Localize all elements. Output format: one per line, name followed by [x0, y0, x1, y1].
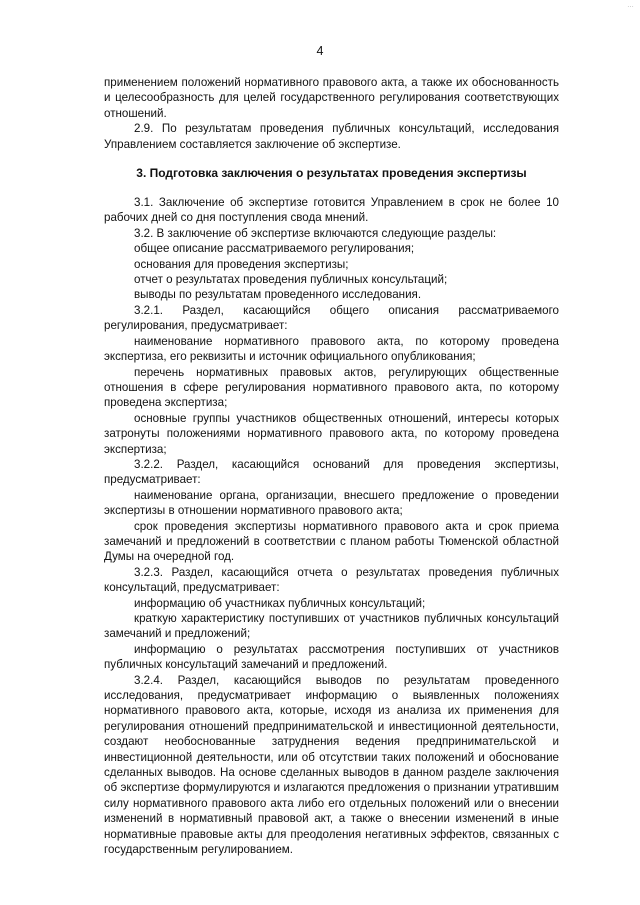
list-item-consultation-report: отчет о результатах проведения публичных консультаций; [134, 273, 448, 287]
list-item-act-name: наименование нормативного правового акта, по которому проведена экспертиза, его реквизиты и источник официального опубликования; [104, 334, 559, 364]
list-item-participant-groups: основные группы участников общественных отношений, интересы которых затронуты положениями нормативного правового акта, по которому проведена экспертиза; [104, 411, 559, 456]
list-item-remarks-results: информацию о результатах рассмотрения поступивших от участников публичных консультаций замечаний и предложений. [104, 642, 559, 672]
list-item-participants: информацию об участниках публичных консультаций; [134, 596, 426, 610]
paragraph-3-2-2: 3.2.2. Раздел, касающийся оснований для проведения экспертизы, предусматривает: [104, 457, 559, 487]
paragraph-continuation: применением положений нормативного правового акта, а также их обоснованность и целесообразность для целей государственного регулирования соответствующих отношений. [104, 76, 559, 120]
document-body [104, 75, 559, 858]
paragraph-3-2-1: 3.2.1. Раздел, касающийся общего описания рассматриваемого регулирования, предусматривает: [104, 303, 559, 333]
list-item-general-description: общее описание рассматриваемого регулирования; [134, 242, 415, 256]
paragraph-3-2: 3.2. В заключение об экспертизе включаются следующие разделы: [134, 226, 497, 240]
list-item-conclusions: выводы по результатам проведенного исследования. [134, 288, 422, 302]
paragraph-2-9: 2.9. По результатам проведения публичных консультаций, исследования Управлением составляется заключение об экспертизе. [104, 122, 559, 151]
section-heading: 3. Подготовка заключения о результатах проведения экспертизы [136, 166, 527, 181]
list-item-initiator: наименование органа, организации, внесшего предложение о проведении экспертизы в отношении нормативного правового акта; [104, 488, 559, 518]
corner-mark: … [627, 2, 634, 9]
list-item-acts-list: перечень нормативных правовых актов, регулирующих общественные отношения в сфере регулирования нормативного правового акта, по которому проведена экспертиза; [104, 365, 559, 410]
list-item-remarks-summary: краткую характеристику поступивших от участников публичных консультаций замечаний и предложений; [104, 612, 559, 641]
list-item-grounds: основания для проведения экспертизы; [134, 257, 349, 271]
paragraph-3-2-3: 3.2.3. Раздел, касающийся отчета о результатах проведения публичных консультаций, предусматривает: [104, 565, 559, 595]
list-item-terms: срок проведения экспертизы нормативного правового акта и срок приема замечаний и предложений в соответствии с планом работы Тюменской областной Думы на очередной год. [104, 519, 559, 564]
paragraph-3-2-4: 3.2.4. Раздел, касающийся выводов по результатам проведенного исследования, предусматривает информацию о выявленных положениях нормативного правового акта, которые, исходя из анализа их применения для регулирования отношений предпринимательской и инвестиционной деятельности, создают необоснованные затруднения ведения предпринимательской и инвестиционной деятельности, или об отсутствии таких положений и обоснование сделанных выводов. На основе сделанных выводов в данном разделе заключения об экспертизе формулируются и излагаются предложения о признании утратившим силу нормативного правового акта либо его отдельных положений или о внесении изменений в нормативный правовой акт, а также о внесении изменений в иные нормативные правовые акты для преодоления негативных эффектов, связанных с государственным регулированием. [104, 673, 559, 857]
page-number: 4 [316, 44, 324, 58]
paragraph-3-1: 3.1. Заключение об экспертизе готовится Управлением в срок не более 10 рабочих дней со дня поступления свода мнений. [104, 196, 559, 225]
